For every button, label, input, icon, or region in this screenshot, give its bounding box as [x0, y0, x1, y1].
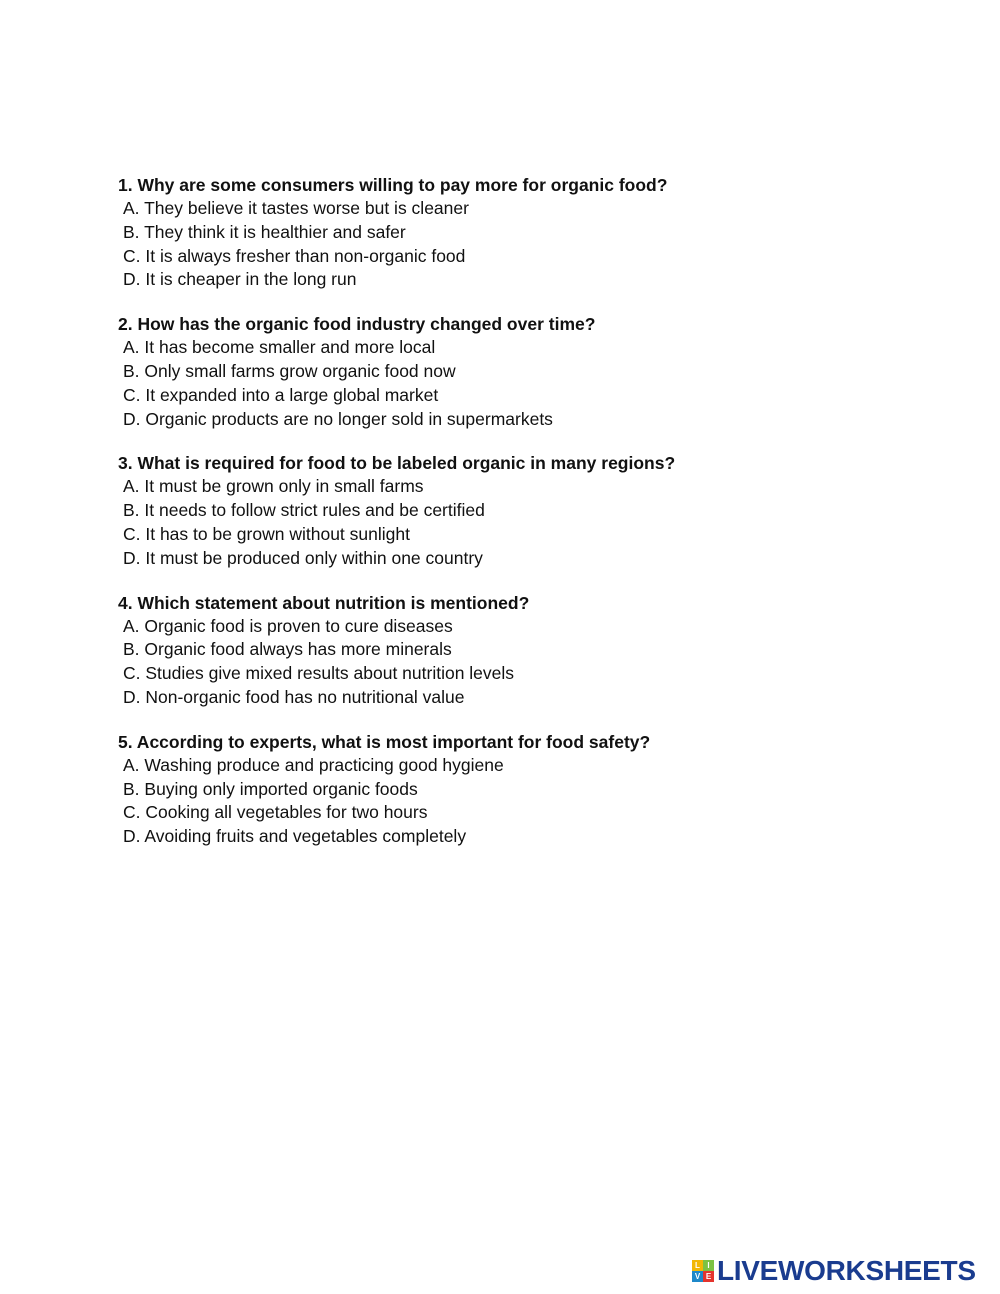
option-d: D. Organic products are no longer sold in supermarkets: [123, 408, 553, 429]
logo-letter-i: I: [703, 1260, 714, 1271]
question-3: [118, 451, 878, 570]
question-2: [118, 312, 878, 431]
question-text: 3. What is required for food to be labeled organic in many regions?: [118, 453, 676, 474]
option-c: C. It expanded into a large global market: [123, 384, 439, 405]
option-b: B. They think it is healthier and safer: [123, 221, 406, 242]
logo-letter-l: L: [692, 1260, 703, 1271]
question-text: 2. How has the organic food industry changed over time?: [118, 314, 596, 335]
option-a: A. It has become smaller and more local: [123, 337, 436, 358]
option-a: A. Organic food is proven to cure diseases: [123, 615, 453, 636]
option-c: C. It is always fresher than non-organic food: [123, 245, 466, 266]
option-b: B. Buying only imported organic foods: [123, 778, 418, 799]
option-b: B. It needs to follow strict rules and be certified: [123, 500, 485, 521]
option-c: C. Cooking all vegetables for two hours: [123, 802, 428, 823]
question-text: 1. Why are some consumers willing to pay more for organic food?: [118, 175, 668, 195]
worksheet: [118, 173, 878, 869]
option-c: C. Studies give mixed results about nutrition levels: [123, 663, 515, 684]
option-b: B. Organic food always has more minerals: [123, 639, 452, 660]
option-c: C. It has to be grown without sunlight: [123, 523, 410, 544]
option-d: D. Avoiding fruits and vegetables completely: [123, 826, 467, 847]
brand-name: LIVEWORKSHEETS: [717, 1255, 976, 1286]
question-5: [118, 730, 878, 849]
question-text: 5. According to experts, what is most important for food safety?: [118, 731, 651, 752]
logo-letter-v: V: [692, 1271, 703, 1282]
logo-letter-e: E: [703, 1271, 714, 1282]
option-d: D. It must be produced only within one country: [123, 547, 483, 568]
option-a: A. It must be grown only in small farms: [123, 476, 424, 497]
question-text: 4. Which statement about nutrition is mentioned?: [118, 592, 530, 613]
option-a: A. Washing produce and practicing good hygiene: [123, 754, 504, 775]
question-4: [118, 591, 878, 710]
live-blocks-icon: [692, 1260, 714, 1282]
question-1: [118, 173, 878, 292]
option-d: D. It is cheaper in the long run: [123, 269, 357, 290]
option-b: B. Only small farms grow organic food now: [123, 360, 456, 381]
option-d: D. Non-organic food has no nutritional value: [123, 686, 465, 707]
option-a: A. They believe it tastes worse but is cleaner: [123, 198, 469, 218]
liveworksheets-logo[interactable]: [692, 1256, 976, 1286]
